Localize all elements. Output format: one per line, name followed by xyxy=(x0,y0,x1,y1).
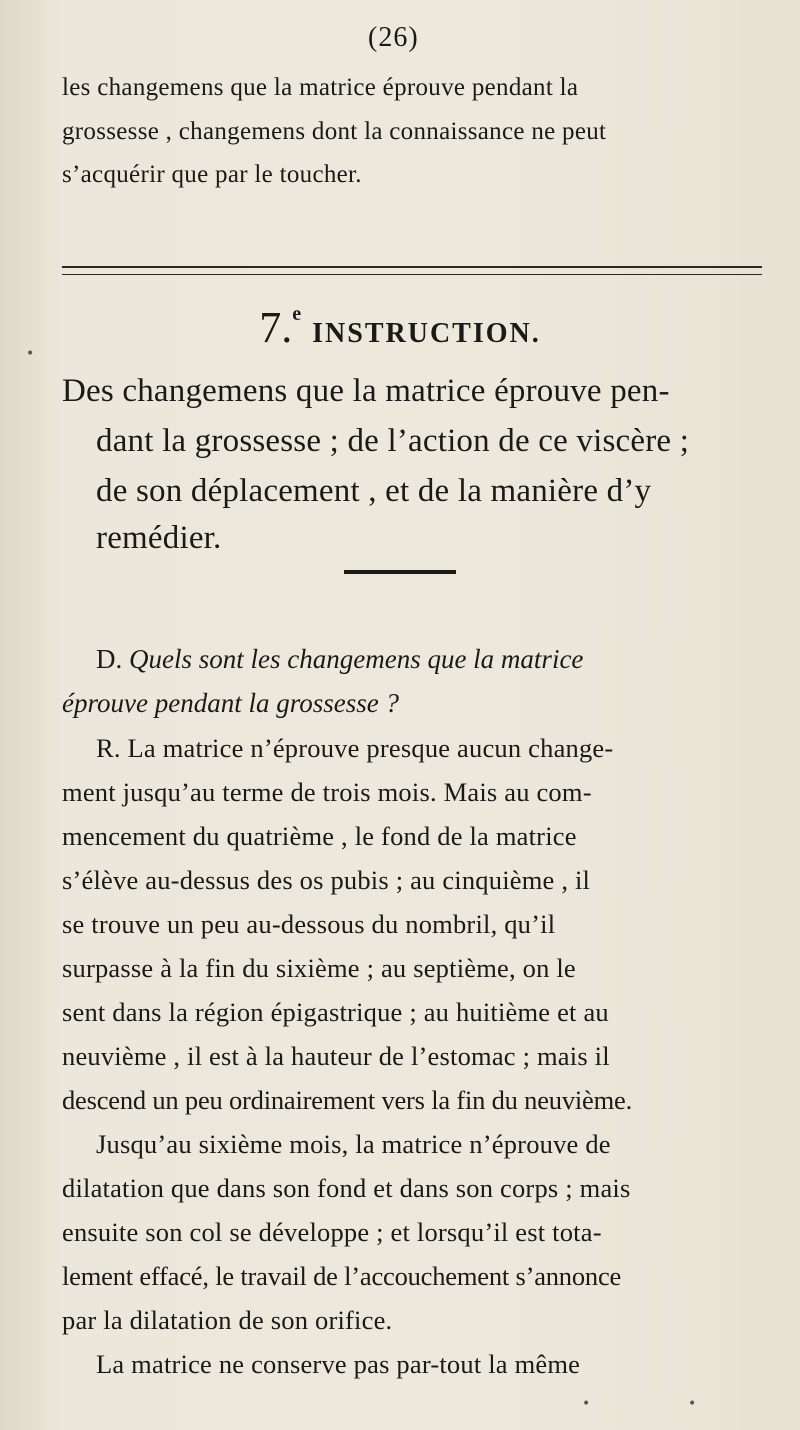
instruction-number: 7. xyxy=(259,303,293,352)
bottom-mark: • xyxy=(688,1396,697,1412)
question-line-1 xyxy=(96,644,583,675)
answer-line-5: se trouve un peu au-dessous du nombril, qu’il xyxy=(62,909,556,939)
bottom-mark: • xyxy=(582,1396,591,1412)
page-number: (26) xyxy=(368,22,419,53)
question-text-1: Quels sont les changemens que la matrice xyxy=(129,644,584,674)
answer-line-10: Jusqu’au sixième mois, la matrice n’éprouve de xyxy=(96,1129,611,1159)
intro-line-3: s’acquérir que par le toucher. xyxy=(62,161,362,188)
answer-line-1: R. La matrice n’éprouve presque aucun change- xyxy=(96,733,614,763)
answer-line-11: dilatation que dans son fond et dans son corps ; mais xyxy=(62,1173,631,1203)
intro-line-2: grossesse , changemens dont la connaissance ne peut xyxy=(62,118,607,145)
answer-line-15: La matrice ne conserve pas par-tout la même xyxy=(96,1349,581,1379)
answer-line-9: descend un peu ordinairement vers la fin du neuvième. xyxy=(62,1085,632,1115)
answer-line-7: sent dans la région épigastrique ; au huitième et au xyxy=(62,997,609,1027)
answer-line-13: lement effacé, le travail de l’accouchement s’annonce xyxy=(62,1261,622,1291)
short-divider xyxy=(344,570,456,574)
answer-line-12: ensuite son col se développe ; et lorsqu’il est tota- xyxy=(62,1217,602,1247)
answer-line-14: par la dilatation de son orifice. xyxy=(62,1305,393,1335)
question-prefix: D. xyxy=(96,644,123,674)
heading-line-1: Des changemens que la matrice éprouve pen- xyxy=(62,373,670,409)
margin-mark: • xyxy=(26,346,35,362)
section-divider xyxy=(62,266,762,275)
heading-line-2: dant la grossesse ; de l’action de ce viscère ; xyxy=(96,423,690,459)
instruction-title: INSTRUCTION. xyxy=(312,318,541,349)
heading-line-3: de son déplacement , et de la manière d’y xyxy=(96,473,652,509)
heading-line-4: remédier. xyxy=(96,520,222,556)
answer-line-6: surpasse à la fin du sixième ; au septième, on le xyxy=(62,953,576,983)
answer-line-2: ment jusqu’au terme de trois mois. Mais au com- xyxy=(62,777,592,807)
intro-line-1: les changemens que la matrice éprouve pendant la xyxy=(62,74,579,101)
answer-line-8: neuvième , il est à la hauteur de l’estomac ; mais il xyxy=(62,1041,610,1071)
answer-line-4: s’élève au-dessus des os pubis ; au cinquième , il xyxy=(62,865,591,895)
question-line-2: éprouve pendant la grossesse ? xyxy=(62,688,399,718)
instruction-heading xyxy=(0,302,800,353)
instruction-number-suffix: e xyxy=(292,303,304,325)
answer-line-3: mencement du quatrième , le fond de la matrice xyxy=(62,821,577,851)
